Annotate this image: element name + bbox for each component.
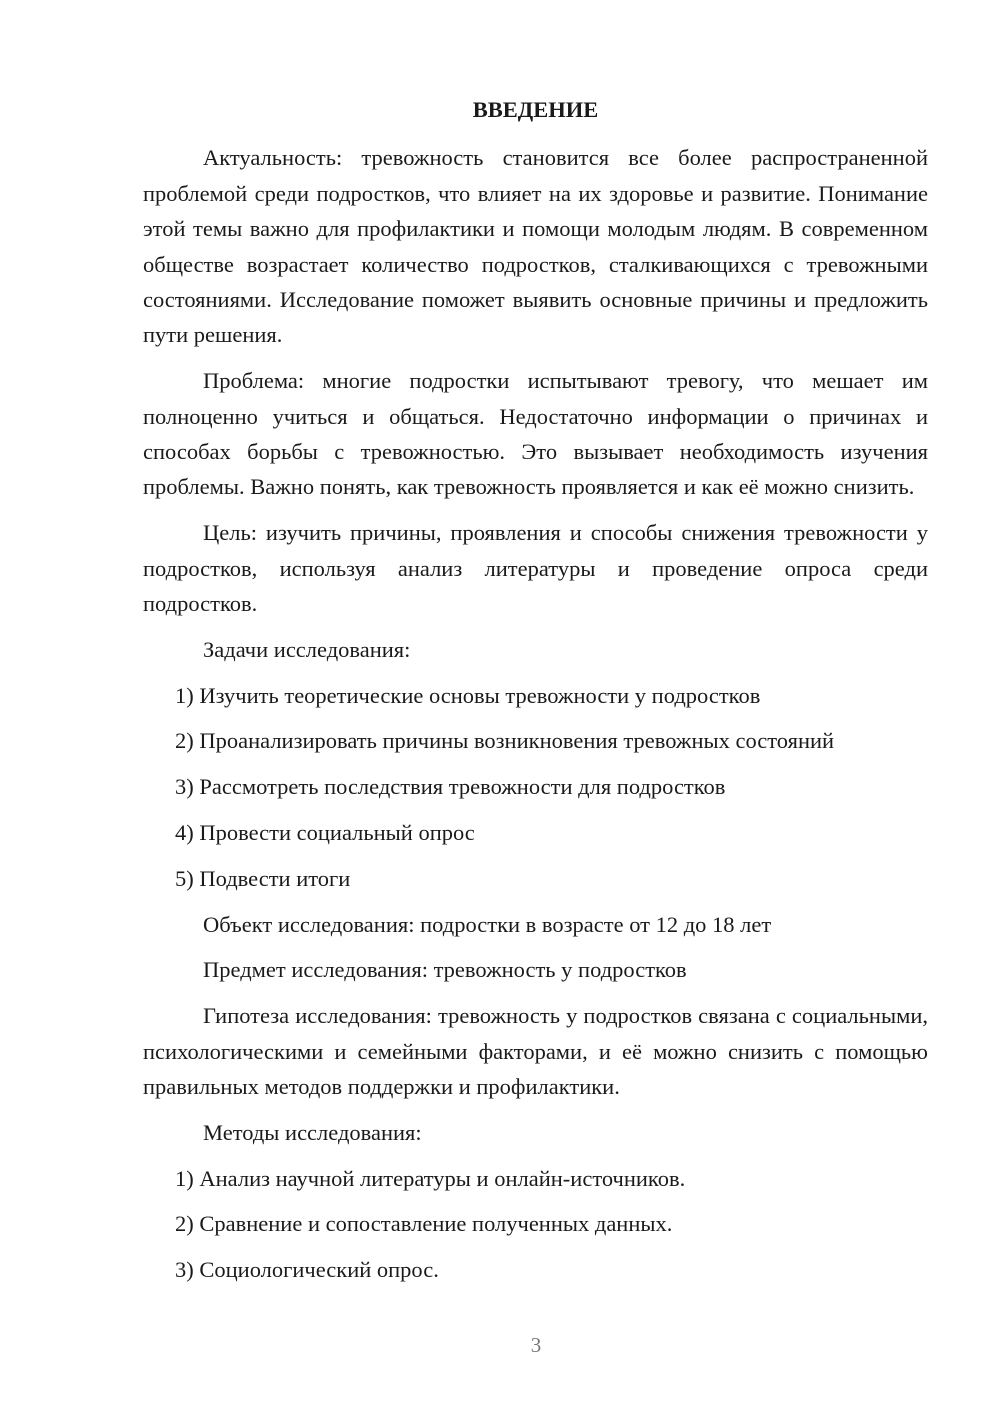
method-item: 1) Анализ научной литературы и онлайн-источников. <box>175 1165 686 1191</box>
object-paragraph: Объект исследования: подростки в возрасте от 12 до 18 лет <box>203 911 772 937</box>
task-item: 3) Рассмотреть последствия тревожности для подростков <box>175 774 726 800</box>
task-item: 1) Изучить теоретические основы тревожности у подростков <box>175 682 761 708</box>
method-item: 3) Социологический опрос. <box>175 1257 439 1283</box>
method-item: 2) Сравнение и сопоставление полученных данных. <box>175 1211 673 1237</box>
page-number: 3 <box>530 1333 542 1357</box>
document-body <box>143 92 928 1298</box>
methods-heading: Методы исследования: <box>203 1119 422 1145</box>
tasks-heading: Задачи исследования: <box>203 636 411 662</box>
task-item: 5) Подвести итоги <box>175 865 351 891</box>
relevance-paragraph: Актуальность: тревожность становится все более распространенной проблемой среди подростков, что влияет на их здоровье и развитие. Понимание этой темы важно для профилактики и помощи молодым людям. В современном обществе возрастает количество подростков, сталкивающихся с тревожными состояниями. Исследование поможет выявить основные причины и предложить пути решения. <box>143 145 928 348</box>
goal-paragraph: Цель: изучить причины, проявления и способы снижения тревожности у подростков, используя анализ литературы и проведение опроса среди подростков. <box>143 520 928 617</box>
task-item: 4) Провести социальный опрос <box>175 820 475 846</box>
page-title: ВВЕДЕНИЕ <box>472 97 599 122</box>
hypothesis-paragraph: Гипотеза исследования: тревожность у подростков связана с социальными, психологическими и семейными факторами, и её можно снизить с помощью правильных методов поддержки и профилактики. <box>143 1003 928 1100</box>
task-item: 2) Проанализировать причины возникновения тревожных состояний <box>175 728 835 754</box>
problem-paragraph: Проблема: многие подростки испытывают тревогу, что мешает им полноценно учиться и общаться. Недостаточно информации о причинах и способах борьбы с тревожностью. Это вызывает необходимость изучения проблемы. Важно понять, как тревожность проявляется и как её можно снизить. <box>143 368 928 500</box>
subject-paragraph: Предмет исследования: тревожность у подростков <box>203 957 687 983</box>
